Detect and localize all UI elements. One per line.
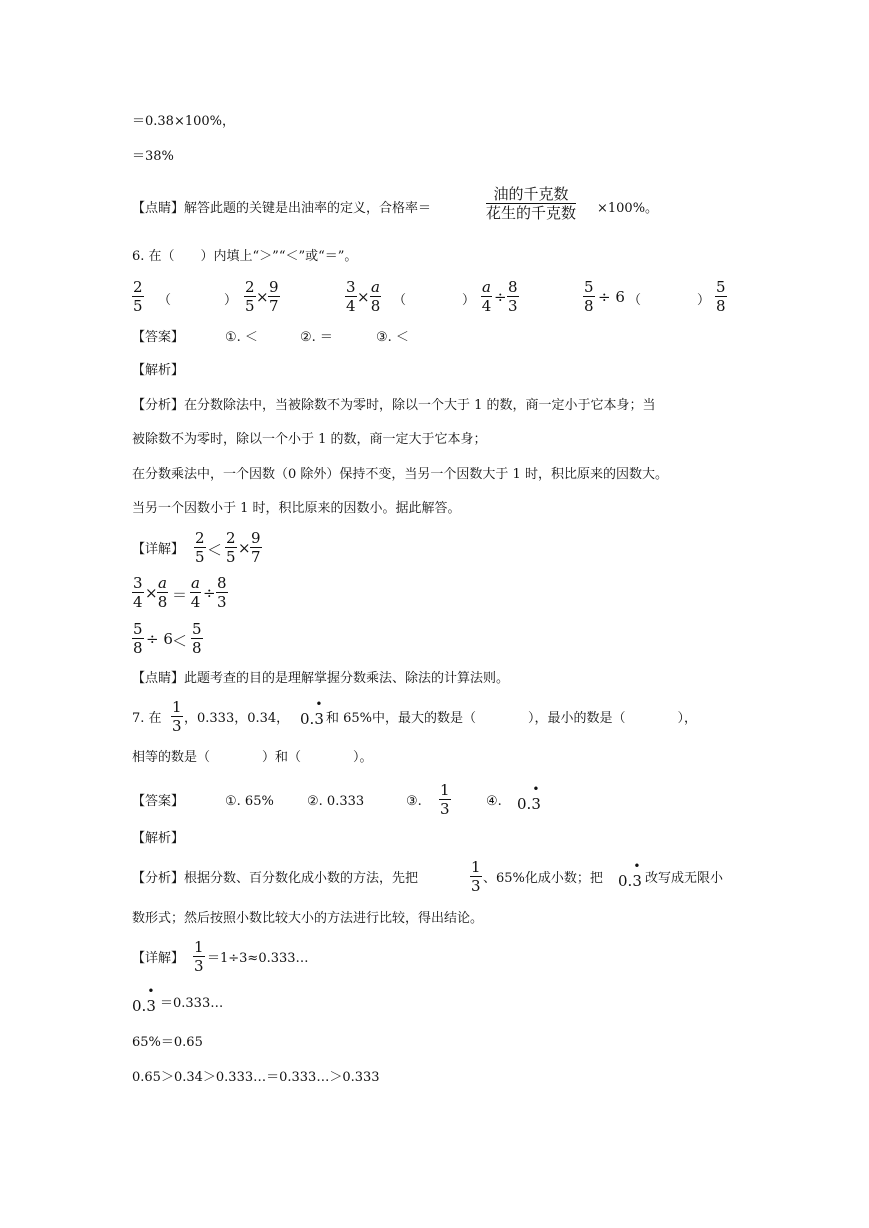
q7-answer-1: ①. 65% xyxy=(225,794,274,809)
paren-close: ） xyxy=(462,293,476,308)
q6-frac-5-8b: $\frac{5}{8}$ xyxy=(716,278,726,315)
q7-stem-c: 和 65%中，最大的数是（ ），最小的数是（ ）， xyxy=(326,711,698,726)
times-sign: × xyxy=(357,288,370,306)
q6-detail2-frac-a-8: $\frac{a}{8}$ xyxy=(157,574,168,611)
q6-detail3-frac-5-8b: $\frac{5}{8}$ xyxy=(192,620,202,657)
q7-detail-repeating-decimal: 0. • 3 xyxy=(132,984,156,1015)
q7-analysis-c: 改写成无限小 xyxy=(645,871,724,886)
q6-frac-8-3: $\frac{8}{3}$ xyxy=(508,278,518,315)
times-sign: × xyxy=(256,288,269,306)
q6-jiexi: 【解析】 xyxy=(132,363,185,378)
q6-analysis-4: 当另一个因数小于 1 时，积比原来的因数小。据此解答。 xyxy=(132,501,461,516)
q6-detail2-frac-a-4: $\frac{a}{4}$ xyxy=(190,574,201,611)
q7-stem-2: 相等的数是（ ）和（ ）。 xyxy=(132,750,373,765)
q6-frac-3-4: $\frac{3}{4}$ xyxy=(346,278,356,315)
less-than-sign: ＜ xyxy=(172,632,188,650)
calc-line-1: ＝0.38×100%， xyxy=(132,114,236,129)
q6-detail-label: 【详解】 xyxy=(132,542,185,557)
q7-stem-a: 7. 在 xyxy=(132,711,162,726)
q6-frac-2-5: $\frac{2}{5}$ xyxy=(133,278,143,315)
fraction-oil-over-peanut xyxy=(486,186,576,221)
equals-sign: ＝ xyxy=(172,586,188,604)
q6-detail-frac-2-5b: $\frac{2}{5}$ xyxy=(226,529,236,566)
q6-answer-label: 【答案】 xyxy=(132,330,185,345)
q6-frac-a-8: $\frac{a}{8}$ xyxy=(370,278,381,315)
paren-open: （ xyxy=(393,293,407,308)
divide-sign: ÷ xyxy=(203,584,216,602)
paren-close: ） xyxy=(697,293,711,308)
q6-detail-frac-9-7: $\frac{9}{7}$ xyxy=(251,529,261,566)
repeat-dot: • xyxy=(633,859,641,873)
divide-six: ÷ 6 xyxy=(598,288,625,306)
q6-analysis-3: 在分数乘法中，一个因数（0 除外）保持不变，当另一个因数大于 1 时，积比原来的因数大。 xyxy=(132,467,668,482)
q7-answer-repeating-decimal: 0. • 3 xyxy=(517,782,541,813)
q7-answer-3-label: ③. xyxy=(406,794,422,809)
q6-frac-5-8: $\frac{5}{8}$ xyxy=(584,278,594,315)
q6-stem: 6. 在（ ）内填上“＞”“＜”或“＝”。 xyxy=(132,249,358,264)
q7-answer-frac-1-3: $\frac{1}{3}$ xyxy=(440,781,450,818)
fraction-denominator: 花生的千克数 xyxy=(486,204,577,222)
q7-analysis-2: 数形式；然后按照小数比较大小的方法进行比较，得出结论。 xyxy=(132,911,484,926)
repeat-dot: • xyxy=(315,697,323,711)
q7-detail-1: ＝1÷3≈0.333… xyxy=(207,951,309,966)
dianjing-suffix: ×100%。 xyxy=(597,201,659,216)
q6-answer-1: ①. ＜ xyxy=(225,330,258,345)
q6-analysis-1: 【分析】在分数除法中，当被除数不为零时，除以一个大于 1 的数，商一定小于它本身；当 xyxy=(132,398,656,413)
q6-dianjing: 【点睛】此题考查的目的是理解掌握分数乘法、除法的计算法则。 xyxy=(132,671,510,686)
q6-detail-frac-2-5: $\frac{2}{5}$ xyxy=(195,529,205,566)
times-sign: × xyxy=(238,539,251,557)
paren-open: （ xyxy=(628,293,642,308)
q7-analysis-repeating-decimal: 0. • 3 xyxy=(618,859,642,890)
repeating-decimal-0-3: 0. • 3 xyxy=(300,697,324,728)
q7-detail-label: 【详解】 xyxy=(132,951,185,966)
less-than-sign: ＜ xyxy=(207,541,223,559)
q7-answer-4-label: ④. xyxy=(486,794,502,809)
paren-close: ） xyxy=(224,293,238,308)
q7-detail-2: ＝0.333… xyxy=(160,996,224,1011)
repeat-dot: • xyxy=(532,782,540,796)
q6-frac-9-7: $\frac{9}{7}$ xyxy=(269,278,279,315)
q6-frac-a-4: $\frac{a}{4}$ xyxy=(481,278,492,315)
q7-analysis-b: 、65%化成小数；把 xyxy=(483,871,603,886)
q7-answer-label: 【答案】 xyxy=(132,794,185,809)
paren-open: （ xyxy=(158,293,172,308)
divide-six: ÷ 6 xyxy=(146,630,173,648)
repeat-dot: • xyxy=(147,984,155,998)
q7-jiexi: 【解析】 xyxy=(132,831,185,846)
fraction-numerator: 油的千克数 xyxy=(486,186,576,204)
q6-answer-3: ③. ＜ xyxy=(376,330,409,345)
q6-answer-2: ②. ＝ xyxy=(300,330,333,345)
q7-analysis-a: 【分析】根据分数、百分数化成小数的方法，先把 xyxy=(132,871,419,886)
q6-frac-2-5b: $\frac{2}{5}$ xyxy=(245,278,255,315)
q7-detail-frac-1-3: $\frac{1}{3}$ xyxy=(194,938,204,975)
q6-detail3-frac-5-8: $\frac{5}{8}$ xyxy=(133,620,143,657)
q7-answer-2: ②. 0.333 xyxy=(307,794,365,809)
times-sign: × xyxy=(145,584,158,602)
q7-frac-1-3: $\frac{1}{3}$ xyxy=(172,698,182,735)
q7-detail-3: 65%＝0.65 xyxy=(132,1035,203,1050)
dianjing-prefix: 【点睛】解答此题的关键是出油率的定义，合格率＝ xyxy=(132,201,432,216)
q7-detail-4: 0.65＞0.34＞0.333…＝0.333…＞0.333 xyxy=(132,1070,380,1085)
q6-analysis-2: 被除数不为零时，除以一个小于 1 的数，商一定大于它本身； xyxy=(132,432,487,447)
divide-sign: ÷ xyxy=(494,288,507,306)
q6-detail2-frac-3-4: $\frac{3}{4}$ xyxy=(133,574,143,611)
q6-detail2-frac-8-3: $\frac{8}{3}$ xyxy=(217,574,227,611)
calc-line-2: ＝38% xyxy=(132,149,174,164)
q7-stem-b: ，0.333，0.34， xyxy=(184,711,290,726)
q7-analysis-frac-1-3: $\frac{1}{3}$ xyxy=(471,858,481,895)
